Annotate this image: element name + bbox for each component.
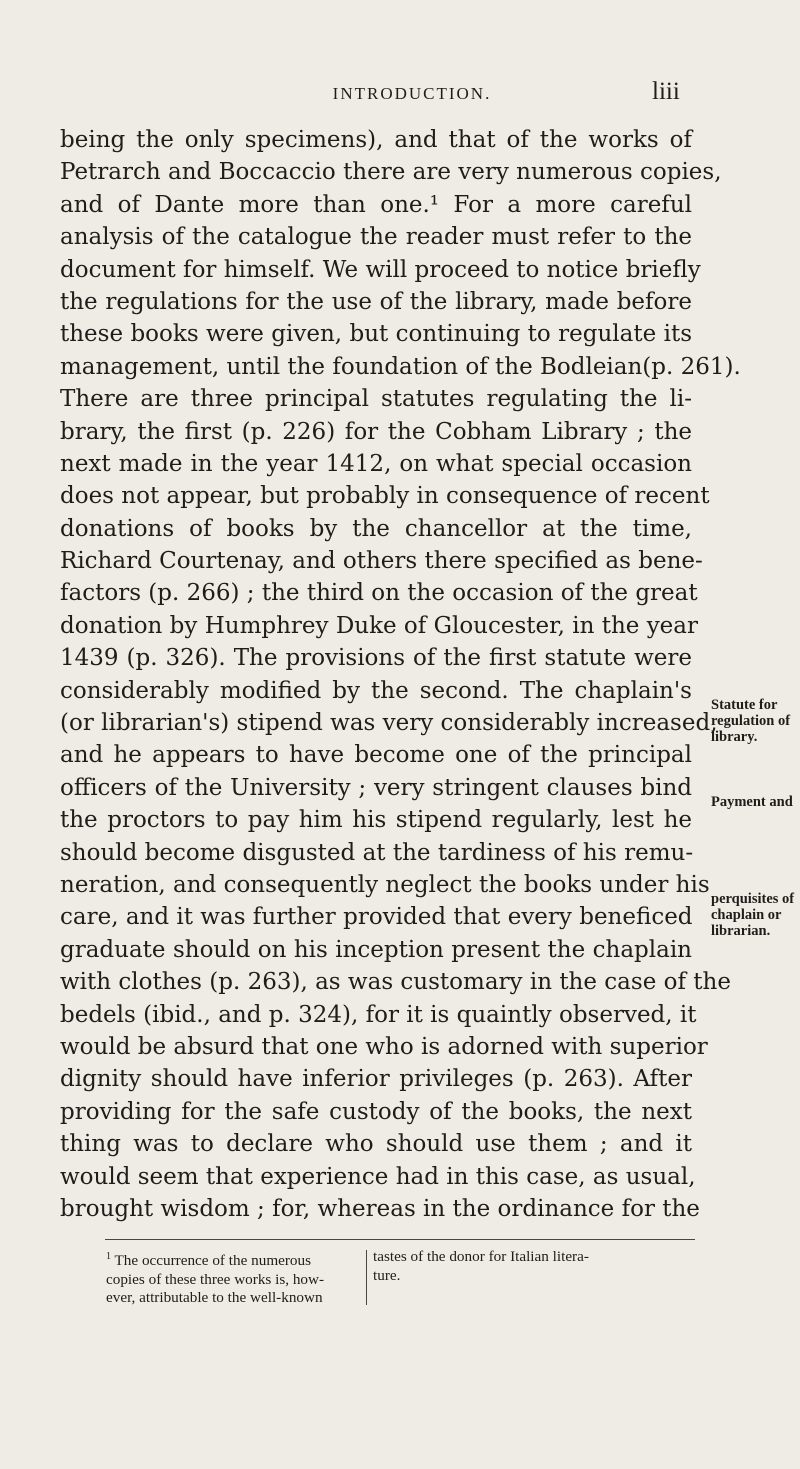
text-line: There are three principal statutes regulating the li- xyxy=(60,386,692,413)
text-line: the proctors to pay him his stipend regularly, lest he xyxy=(60,807,692,834)
margin-note: chaplain or xyxy=(711,907,782,923)
text-line: would be absurd that one who is adorned with superior xyxy=(60,1033,708,1060)
text-line: graduate should on his inception present the chaplain xyxy=(60,936,692,963)
text-line: (or librarian's) stipend was very considerably increased, xyxy=(60,710,718,737)
text-line: would seem that experience had in this case, as usual, xyxy=(60,1163,696,1190)
text-line: Petrarch and Boccaccio there are very numerous copies, xyxy=(60,159,722,186)
text-line: brary, the first (p. 226) for the Cobham Library ; the xyxy=(60,418,692,445)
margin-note: Payment and xyxy=(711,794,793,810)
footnote-line xyxy=(106,1248,361,1271)
footnote-rule xyxy=(105,1239,695,1240)
text-line: does not appear, but probably in consequence of recent xyxy=(60,483,710,510)
text-line: brought wisdom ; for, whereas in the ordinance for the xyxy=(60,1195,700,1222)
page-header xyxy=(0,78,800,114)
margin-note: library. xyxy=(711,729,758,745)
body-text xyxy=(60,124,741,1225)
footnote-line: copies of these three works is, how- xyxy=(106,1270,325,1288)
page-number: liii xyxy=(652,78,680,105)
text-line: donations of books by the chancellor at the time, xyxy=(60,515,692,542)
text-line: Richard Courtenay, and others there specified as bene- xyxy=(60,548,703,575)
footnote-line: tastes of the donor for Italian litera- xyxy=(373,1248,589,1265)
text-line: being the only specimens), and that of the works of xyxy=(60,127,692,153)
margin-note: regulation of xyxy=(711,713,791,729)
text-line: factors (p. 266) ; the third on the occasion of the great xyxy=(60,580,698,607)
margin-note: perquisites of xyxy=(711,891,795,907)
margin-note: Statute for xyxy=(711,697,778,713)
text-line: officers of the University ; very stringent clauses bind xyxy=(60,774,692,801)
column-divider xyxy=(366,1250,367,1305)
footnote-right-column xyxy=(373,1248,673,1285)
text-line: with clothes (p. 263), as was customary in the case of the xyxy=(60,969,731,996)
text-line: donation by Humphrey Duke of Gloucester, in the year xyxy=(60,612,699,639)
running-head: INTRODUCTION. xyxy=(332,84,492,103)
footnote-line: ever, attributable to the well-known xyxy=(106,1289,323,1307)
text-line: bedels (ibid., and p. 324), for it is quaintly observed, it xyxy=(60,1001,697,1028)
text-line: analysis of the catalogue the reader must refer to the xyxy=(60,224,692,251)
text-line: document for himself. We will proceed to notice briefly xyxy=(60,256,701,283)
text-line: and of Dante more than one.¹ For a more careful xyxy=(60,191,692,218)
text-line: 1439 (p. 326). The provisions of the first statute were xyxy=(60,645,692,672)
text-line: management, until the foundation of the Bodleian(p. 261). xyxy=(60,353,741,380)
text-line: neration, and consequently neglect the books under his xyxy=(60,871,710,898)
footnote-left-column xyxy=(106,1248,361,1308)
text-line: providing for the safe custody of the books, the next xyxy=(60,1098,692,1125)
text-line: these books were given, but continuing to regulate its xyxy=(60,321,692,348)
text-line: next made in the year 1412, on what special occasion xyxy=(60,450,692,477)
text-line: thing was to declare who should use them ; and it xyxy=(60,1131,692,1158)
text-line: should become disgusted at the tardiness of his remu- xyxy=(60,839,694,866)
text-line: care, and it was further provided that every beneficed xyxy=(60,904,693,931)
footnote-marker: 1 xyxy=(106,1251,111,1262)
text-line: and he appears to have become one of the principal xyxy=(60,742,692,769)
text-line: the regulations for the use of the library, made before xyxy=(60,288,692,315)
margin-note: librarian. xyxy=(711,923,771,939)
text-line: considerably modified by the second. The chaplain's xyxy=(60,677,692,704)
footnote-text: The occurrence of the numerous xyxy=(114,1252,312,1270)
text-line: dignity should have inferior privileges (p. 263). After xyxy=(60,1066,692,1093)
footnote-line: ture. xyxy=(373,1266,401,1284)
